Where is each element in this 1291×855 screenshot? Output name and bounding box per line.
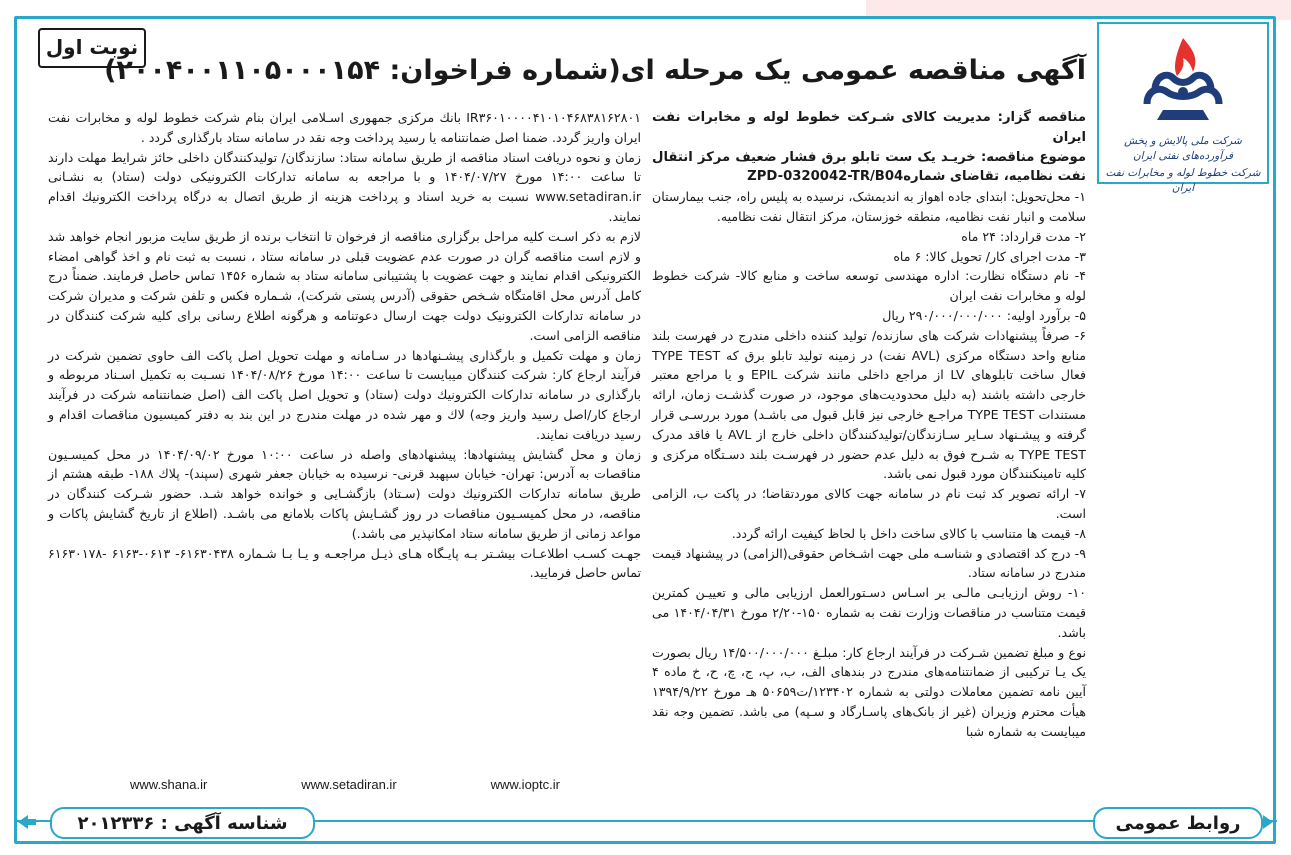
item-supervisor: ۴- نام دستگاه نظارت: اداره مهندسی توسعه ساخت و منابع کالا- شرکت خطوط لوله و مخابرات نفت ایران <box>652 268 1086 304</box>
item-guarantee: نوع و مبلغ تضمین شـرکت در فرآیند ارجاع کار: مبلـغ ۱۴/۵۰۰/۰۰۰/۰۰۰ ریال بصورت یک یـا ترکیبی از ضمانتنامه‌های مندرج در بندهای الف، ب، پ، ج، چ، ح، خ ماده ۴ آیین نامه تضمین معاملات دولتی به شماره ۱۲۳۴۰۲/ت۵۰۶۵۹ هـ مورخ ۱۳۹۴/۹/۲۲ هیأت محترم وزیران (غیر از بانک‌های پاسـارگاد و سـپه) می باشد. تضمین وجه نقد میبایست به شماره شبا <box>652 644 1087 739</box>
organizer: مناقصه گزار: مدیریت کالای شـرکت خطوط لوله و مخابرات نفت ایران <box>652 110 1086 145</box>
item-estimate: ۵- برآورد اولیه: ۲۹۰/۰۰۰/۰۰۰/۰۰۰ ریال <box>882 307 1086 323</box>
item-economic-code: ۹- درج کد اقتصادی و شناسـه ملی جهت اشـخاص حقوقی(الزامی) در پیشنهاد قیمت مندرج در سامانه ستاد. <box>652 545 1086 581</box>
website-link[interactable]: www.setadiran.ir <box>301 777 397 792</box>
logo-caption-1: شرکت ملی پالایش و پخش فرآورده‌های نفتی ایران <box>1124 135 1242 162</box>
para-registration: لازم به ذکر اسـت کلیه مراحل برگزاری مناقصه از فرخوان تا انتخاب برنده از طریق سایت مزبور انجام خواهد شد و لازم است مناقصه گران در صورت عدم عضویت قبلی در سامانه ستاد ، نسبت به ثبت نام و اخذ گواهی امضاء الکترونیکی اقدام نمایند و جهت عضویت با پشتیبانی سامانه ستاد به شماره ۱۴۵۶ تماس حاصل فرمایند. ضمناً درج کامل آدرس محل اقامتگاه شـخص حقوقی (آدرس پستی شرکت)، شـماره فکس و تلفن شرکت و مدیران شرکت در سامانه تدارکات الکترونیک دولت جهت ارسال دعوتنامه و هرگونه اطلاع رسانی برای کلیه شرکت کنندگان در مناقصه الزامی است. <box>48 228 641 343</box>
item-delivery-location: ۱- محل‌تحویل: ابتدای جاده اهواز به اندیمشک، نرسیده به پلیس راه، جنب بیمارستان سلامت و انبار نفت نظامیه، منطقه خوزستان، مرکز انتقال نفت نظامیه. <box>652 189 1086 224</box>
left-column <box>48 108 641 583</box>
tender-subject: موضوع مناقصه: خریـد یک ست تابلو برق فشار ضعیف مرکز انتقال نفت نظامیه، تقاضای شماره‌ZPD-0320042-TR/B04 <box>652 149 1086 185</box>
oil-company-logo-icon <box>1133 32 1233 132</box>
arrow-left-icon <box>18 815 36 829</box>
public-relations-label: روابط عمومی <box>1093 807 1263 839</box>
para-bank-account: IR۳۶۰۱۰۰۰۰۴۱۰۱۰۴۶۸۳۸۱۶۲۸۰۱ بانك مرکزی جمهوری اسـلامی ایران بنام شرکت خطوط لوله و مخابرات نفت ایران واریز گردد. ضمنا اصل ضمانتنامه یا رسید پرداخت وجه نقد در سامانه ستاد بارگذاری گردد . <box>48 110 641 145</box>
page-title: آگهی مناقصه عمومی یک مرحله ای(شماره فراخوان: ۲۰۰۴۰۰۱۱۰۵۰۰۰۱۵۴) <box>104 55 1086 86</box>
company-logo <box>1097 22 1269 194</box>
item-registration-code: ۷- ارائه تصویر کد ثبت نام در سامانه جهت کالای موردتقاضا؛ در پاکت ب، الزامی است. <box>652 486 1086 521</box>
para-submission-deadline: زمان و مهلت تکمیل و بارگذاری پیشـنهادها در سـامانه و مهلت تحویل اصل پاکت الف حاوی تضمین شرکت در فرآیند ارجاع کار: شرکت کنندگان میبایست تا ساعت ۱۴:۰۰ مورخ ۱۴۰۴/۰۸/۲۶ نسـبت به تکمیل اسـناد مربوطه و بارگذاری در سامانه تدارکات الکترونیك دولت (ستاد) و تحویل اصل پاکت الف (اصل ضمانتنامه شرکت در فرآیند ارجاع کار/اصل رسید واریز وجه) لاك و مهر شده در مهلت مندرج در این بند به دفتر کمیسیون مناقصات اقدام و رسید دریافت نمایند. <box>48 347 641 442</box>
website-link[interactable]: www.shana.ir <box>130 777 208 792</box>
website-links <box>130 777 560 792</box>
para-contact: جهـت کسـب اطلاعـات بیشـتر بـه پایـگاه هـای ذیـل مراجعـه و یـا بـا شـماره ۶۱۶۳۰۴۳۸- ۰۶۱۳-۶۱۶۳ -۶۱۶۳۰۱۷۸ تماس حاصل فرمایید. <box>48 545 641 581</box>
item-execution-duration: ۳- مدت اجرای کار/ تحویل کالا: ۶ ماه <box>893 248 1086 264</box>
para-opening: زمان و محل گشایش پیشنهادها: پیشنهادهای واصله در ساعت ۱۰:۰۰ مورخ ۱۴۰۴/۰۹/۰۲ در محل کمیسـیون مناقصات به آدرس: تهران- خیابان سپهبد قرنی- نرسیده به خیابان جعفر شهری (سپند)- پلاك ۱۸۸- طبقه هشتم از طریق سامانه تدارکات الکترونیك دولت (سـتاد) بازگشـایی و خوانده خواهد شـد. حضور شـرکت کنندگان در مناقصه، در محل کمیسـیون مناقصات در روز گشـایش پاکات بلامانع می باشـد. (اطلاع از تاریخ گشایش پاکات و مواعد زمانی از طریق سامانه ستاد امکانپذیر می باشد.) <box>48 446 642 541</box>
website-link[interactable]: www.ioptc.ir <box>490 777 560 792</box>
ad-id-label: شناسه آگهی : ۲۰۱۲۳۳۶ <box>50 807 315 839</box>
first-round-badge: نوبت اول <box>38 28 146 68</box>
logo-caption-2: شرکت خطوط لوله و مخابرات نفت ایران <box>1105 167 1261 194</box>
item-contract-duration: ۲- مدت قرارداد: ۲۴ ماه <box>961 228 1086 244</box>
item-pricing: ۸- قیمت ها متناسب با کالای ساخت داخل با لحاظ کیفیت ارائه گردد. <box>731 525 1086 541</box>
item-eligibility: ۶- صرفاً پیشنهادات شرکت های سازنده/ تولید کننده داخلی مندرج در فهرست بلند منابع واحد دستگاه مرکزی (AVL نفت) در زمینه تولید تابلو برق که TYPE TEST فعال ساخت تابلوهای LV از مراجع داخلی مانند شرکت EPIL و یا مراجع معتبر خارجی داشته باشند (به دلیل محدودیت‌های موجود، در صورت گذشـت زمان، ارائه مستندات TYPE TEST مراجـع خارجی نیز قابل قبول می باشـد) مورد بررسـی قرار گرفته و پیشـنهاد سـایر سـازندگان/تولیدکنندگان داخلی خارج از AVL یا فاقد مدرک TYPE TEST به شـرح فوق به دلیل عدم حضور در فهرسـت بلند دسـتگاه مرکزی و کلیه تامینکنندگان مورد قبول نمی باشد. <box>652 327 1087 482</box>
right-column <box>652 108 1086 742</box>
para-document-receipt: زمان و نحوه دریافت اسناد مناقصه از طریق سامانه ستاد: سازندگان/ تولیدکنندگان داخلی حائز شرایط مهلت دارند تا ساعت ۱۴:۰۰ مورخ ۱۴۰۴/۰۷/۲۷ و با مراجعه به سامانه تدارکات الکترونیکی دولت (ستاد) به نشـانی www.setadiran.ir نسبت به خرید اسناد و پرداخت هزینه از طریق اتصال به درگاه پرداخت الکترونیك اقدام نمایند. <box>48 149 641 224</box>
item-evaluation-method: ۱۰- روش ارزیابـی مالـی بر اسـاس دسـتورالعمل ارزیابی مالی و تعییـن کمترین قیمت متناسب در مناقصات وزارت نفت به شماره ۱۵۰-۲/۲۰ مورخ ۱۴۰۴/۰۴/۳۱ می باشد. <box>652 585 1086 640</box>
